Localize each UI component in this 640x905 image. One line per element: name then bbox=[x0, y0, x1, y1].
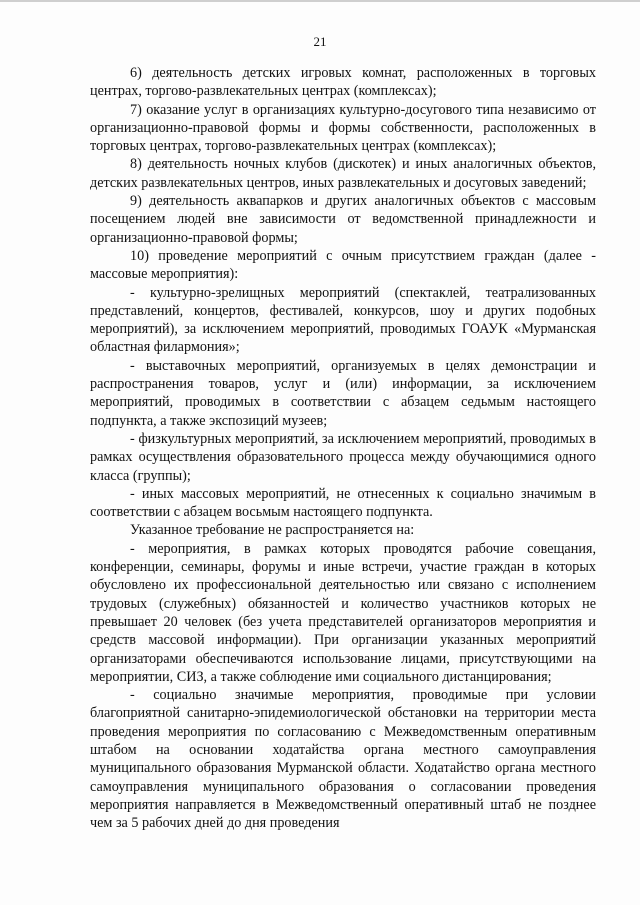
paragraph-item-8: 8) деятельность ночных клубов (дискотек) и иных аналогичных объектов, детских развлекательных центров, иных развлекательных и досуговых заведений; bbox=[90, 156, 596, 191]
paragraph-exhibition-events: - выставочных мероприятий, организуемых в целях демонстрации и распространения товаров, услуг и (или) информации, за исключением мероприятий, проводимых в соответствии с абзацем седьмым настоящего подпункта, а также экспозиций музеев; bbox=[90, 357, 596, 429]
paragraph-item-9: 9) деятельность аквапарков и других аналогичных объектов с массовым посещением людей вне зависимости от ведомственной принадлежности и организационно-правовой формы; bbox=[90, 193, 596, 246]
paragraph-item-6: 6) деятельность детских игровых комнат, расположенных в торговых центрах, торгово-развлекательных центрах (комплексах); bbox=[90, 65, 596, 100]
paragraph-exception-meetings: - мероприятия, в рамках которых проводятся рабочие совещания, конференции, семинары, форумы и иные встречи, участие граждан в которых обусловлено их профессиональной деятельностью или связано с исполнением трудовых (служебных) обязанностей и количество участников которых не превышает 20 человек (без учета представителей организаторов мероприятия и средств массовой информации). При организации указанных мероприятий организаторами обеспечиваются использование лицами, присутствующими на мероприятии, СИЗ, а также соблюдение ими социального дистанцирования; bbox=[90, 540, 596, 685]
paragraph-sport-events: - физкультурных мероприятий, за исключением мероприятий, проводимых в рамках осуществления образовательного процесса между обучающимися одного класса (группы); bbox=[90, 430, 596, 484]
paragraph-cultural-events: - культурно-зрелищных мероприятий (спектаклей, театрализованных представлений, концертов, фестивалей, конкурсов, шоу и других подобных мероприятий), за исключением мероприятий, проводимых ГОАУК «Мурманская областная филармония»; bbox=[90, 284, 596, 356]
document-body bbox=[90, 64, 596, 832]
paragraph-exception-social-events: - социально значимые мероприятия, проводимые при условии благоприятной санитарно-эпидемиологической обстановки на территории места проведения мероприятия по согласованию с Межведомственным оперативным штабом на основании ходатайства органа местного самоуправления муниципального образования Мурманской области. Ходатайство органа местного самоуправления муниципального образования о согласовании проведения мероприятия направляется в Межведомственный оперативный штаб не позднее чем за 5 рабочих дней до дня проведения bbox=[90, 687, 596, 832]
paragraph-item-7: 7) оказание услуг в организациях культурно-досугового типа независимо от организационно-правовой формы и формы собственности, расположенных в торговых центрах, торгово-развлекательных центрах (комплексах); bbox=[90, 101, 596, 155]
paragraph-item-10: 10) проведение мероприятий с очным присутствием граждан (далее - массовые мероприятия): bbox=[90, 247, 596, 283]
paragraph-exception-intro: Указанное требование не распространяется на: bbox=[130, 522, 415, 539]
scan-edge-line bbox=[0, 0, 640, 2]
paragraph-other-mass-events: - иных массовых мероприятий, не отнесенных к социально значимым в соответствии с абзацем восьмым настоящего подпункта. bbox=[90, 485, 596, 521]
page-number: 21 bbox=[313, 34, 327, 49]
